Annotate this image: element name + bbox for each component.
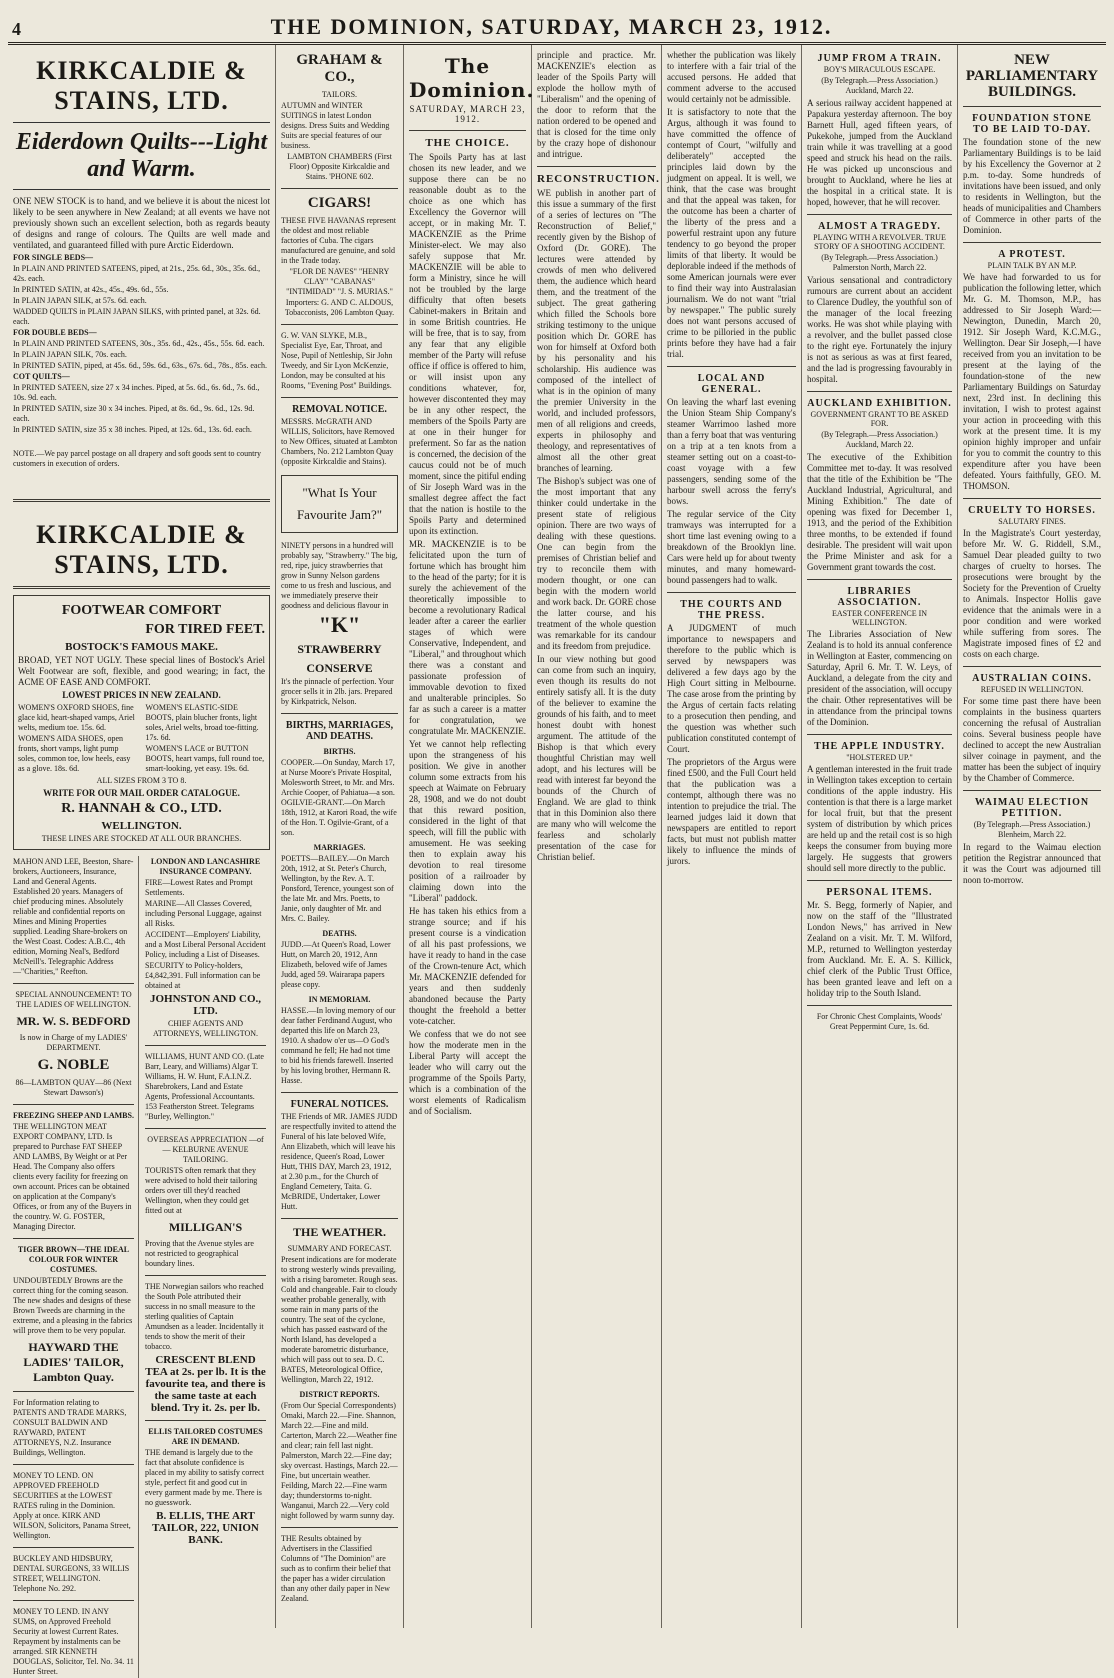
- parliament-text: The foundation stone of the new Parliamentary Buildings is to be laid by his Excellency the Governor at 2 p.m. to-day. Some hundreds of invitations have been issued, and only to residents in Wellington, but the heads of municipalities and Chambers of Commerce in other parts of the Dominion.: [963, 137, 1101, 235]
- editorial-date: SATURDAY, MARCH 23, 1912.: [409, 104, 526, 124]
- district-heading: DISTRICT REPORTS.: [299, 1390, 380, 1399]
- masthead: [8, 0, 1106, 45]
- waimau-text: In regard to the Waimau election petition the Registrar announced that it was the Court was adjourned till noon to-morrow.: [963, 842, 1101, 885]
- conserve-word: CONSERVE: [306, 661, 373, 675]
- ad-milligans: MILLIGAN'S: [168, 1220, 243, 1234]
- train-heading: JUMP FROM A TRAIN.: [817, 53, 942, 64]
- weather-text: Present indications are for moderate to strong westerly winds prevailing, with a rising barometer. Rough seas. Cold and changeable. Fair to cloudy weather probable generally, with some rain in many parts of the country. The seat of the cyclone, which has passed eastward of the North Island, has developed a moderate barometric disturbance, which will pass out to sea. D. C. BATES, Meteorological Office, Wellington, March 22, 1912.: [281, 1255, 398, 1384]
- advertisement-column-1: [8, 45, 276, 1676]
- tragedy-heading: ALMOST A TRAGEDY.: [818, 221, 941, 232]
- editorial-paragraph: It is satisfactory to note that the Argus, although it was found to have committed the offence of contempt of Court, "wilfully and deliberately" accepted the principles laid down by the judgment on appeal. It is well, we think, that the case was brought and that the appeal was taken, for the outcome has been a charter of the liberty of the press and a powerful restraint upon any future tendency to go beyond the proper limits of that liberty. It would be deplorable indeed if the methods of some American journals were ever to find their way into Australasian journalism. We do not want "trial by newspaper." The public surely does not want persons accused of crime to be pilloried in the public prints before they have had a fair trial.: [667, 107, 796, 359]
- chemist-ad: For Chronic Chest Complaints, Woods' Great Peppermint Cure, 1s. 6d.: [816, 1012, 943, 1031]
- exhibition-heading: AUCKLAND EXHIBITION.: [807, 398, 952, 409]
- coins-heading: AUSTRALIAN COINS.: [972, 673, 1092, 684]
- courts-press-heading: THE COURTS AND THE PRESS.: [680, 599, 783, 621]
- births-heading: BIRTHS.: [323, 747, 356, 756]
- editorial-paragraph: He has taken his ethics from a strange source; and if his present course is a vindication of all his past professions, we have it ready to hand in the case of the Crown-tenure Act, which Mr. MACKENZIE defended for years and then suddenly abandoned because the Party thought the freehold a better vote-catcher.: [409, 906, 526, 1026]
- footwear-tagline: BOSTOCK'S FAMOUS MAKE.: [65, 641, 218, 653]
- quilts-intro: ONE NEW STOCK is to hand, and we believe it is about the nicest lot likely to be seen anywhere in New Zealand; at all events we have not previously shown such an excellent selection, both as regards beauty of designs and range of colours. The Quilts are well made and ventilated, and guaranteed filled with pure Arctic Eiderdown.: [13, 196, 270, 250]
- ad-mahon-lee: MAHON AND LEE, Beeston, Share-brokers, Auctioneers, Insurance, Land and General Agents. Established 20 years. Managers of chief producing mines. Absolutely reliable and confidential reports on Mines and Mining Properties supplied. Leading Share-brokers on the West Coast. Codes: A.B.C., 4th edition, Morning Neal's, Bedford McNeill's. Telegraphic Address—"Charities," Reefton.: [13, 857, 134, 976]
- cruelty-subheading: SALUTARY FINES.: [998, 517, 1066, 526]
- libraries-subheading: EASTER CONFERENCE IN WELLINGTON.: [831, 609, 928, 627]
- funeral-text: THE Friends of MR. JAMES JUDD are respectfully invited to attend the Funeral of his late beloved Wife, Ann Elizabeth, which will leave his residence, Queen's Road, Lower Hutt, THIS DAY, March 23, 1912, at 2.30 p.m., for the Church of England Cemetery, Taita. G. McBRIDE, Undertaker, Lower Hutt.: [281, 1112, 398, 1211]
- boot-item: WOMEN'S ELASTIC-SIDE BOOTS, plain blucher fronts, light soles, Ariel welts, broad toe-fitting. 17s. 6d.: [145, 703, 259, 742]
- news-paragraph: On leaving the wharf last evening the Union Steam Ship Company's steamer Warrimoo lashed more than a ferry boat that was venturing on a trip at a ten knots from a steamer setting out on a coast-to-coast voyage with a few passengers, sending some of the harbour swell across the ferry's bows.: [667, 397, 796, 506]
- strawberry-word: STRAWBERRY: [297, 642, 382, 656]
- jam-text: NINETY persons in a hundred will probably say, "Strawberry." The big, red, ripe, juicy strawberries that grow in Sunny Nelson gardens come to us fresh and luscious, and we immediately preserve their goodness and delicious flavour in: [281, 541, 398, 610]
- marriages-text: POETTS—BAILEY.—On March 20th, 1912, at St. Peter's Church, Wellington, by the Rev. A. T. Ponsford, Terence, youngest son of the late Mr. and Mrs. Poetts, to Janie, only daughter of Mr. and Mrs. C. Bailey.: [281, 854, 394, 923]
- local-general-heading: LOCAL AND GENERAL.: [697, 373, 766, 395]
- apple-heading: THE APPLE INDUSTRY.: [814, 741, 945, 752]
- deaths-text: JUDD.—At Queen's Road, Lower Hutt, on March 20, 1912, Ann Elizabeth, beloved wife of James Judd, aged 59. Wairarapa papers please copy.: [281, 940, 391, 989]
- memoriam-heading: IN MEMORIAM.: [308, 995, 371, 1004]
- editorial-column-3: [662, 45, 802, 1628]
- footwear-prices: LOWEST PRICES IN NEW ZEALAND.: [62, 690, 221, 700]
- cigar-names: "FLOR DE NAVES" "HENRY CLAY" "CABANAS" "INTIMIDAD" "J. S. MURIAS.": [286, 267, 393, 296]
- ad-ellis-name: B. ELLIS, THE ART TAILOR, 222, UNION BANK.: [152, 1510, 259, 1546]
- editorial-paragraph: The Spoils Party has at last chosen its new leader, and we suppose there can be no reasonable doubt as to the choice as one which has Excellency the Governor will accept, or in making Mr. T. MACKENZIE as the Prime Minister-elect. We may also safely suppose that Mr. MACKENZIE will be able to form a Ministry, since he will not be troubled by the large difficulty that often besets Cabinet-makers in Britain and in some British countries. He will be free, that is to say, from any fear that any eligible member of the Party will refuse office if office is offered to him, or will insist upon any conditions whatever, for, however discontented they may be in any other respect, the members of the Spoils Party are at one in their hunger for preferment. So far as the nation is concerned, the decision of the caucus could not be of much moment, since the pitiful ending of Sir Joseph Ward was in the smallest degree affect the fact that the nation is hostile to the Spoils Party and determined upon its extinction.: [409, 152, 526, 536]
- footwear-ad: [13, 595, 270, 850]
- kirkcaldie-heading-2: KIRKCALDIE & STAINS, LTD.: [36, 520, 247, 579]
- ad-tiger-brown: TIGER BROWN—THE IDEAL COLOUR FOR WINTER COSTUMES.: [17, 1245, 130, 1274]
- ad-noble: G. NOBLE: [37, 1057, 110, 1073]
- cigars-heading: CIGARS!: [307, 195, 372, 211]
- kirkcaldie-heading: KIRKCALDIE & STAINS, LTD.: [36, 56, 247, 115]
- ad-johnston: JOHNSTON AND CO., LTD.: [149, 993, 262, 1017]
- ad-fire: FIRE—Lowest Rates and Prompt Settlements.: [145, 878, 253, 897]
- graham-role: TAILORS.: [321, 90, 358, 99]
- cot-item: In PRINTED SATIN, size 35 x 38 inches. Piped, at 12s. 6d., 13s. 6d. each.: [13, 425, 252, 434]
- editorial-paragraph: WE publish in another part of this issue a summary of the first of a series of lectures on "The Reconstruction of Belief," recently given by the Bishop of Oxford (Dr. GORE). The lectures were attended by crowds of men who delivered them, the audience which heard them, and the treatment of the subject. The great gathering which filled the Schools bore striking testimony to the unique position which Dr. GORE has won for himself at Oxford both by his personality and his scholarship. His audience was composed of the intellect of what is in the opinion of many the premier University in the world, and included professors, men of all religions and creeds, experts in philosophy and theology, and representatives of almost all the other great branches of learning.: [537, 188, 656, 473]
- train-dateline: (By Telegraph.—Press Association.) Auckland, March 22.: [821, 76, 938, 95]
- ad-money-douglas: MONEY TO LEND. IN ANY SUMS, on Approved Freehold Security at lowest Current Rates. Repayment by instalments can be arranged. SIR KENNETH DOUGLAS, Solicitor, Tel. No. 34. 11 Hunter Street.: [13, 1607, 134, 1676]
- births-text: COOPER.—On Sunday, March 17, at Nurse Moore's Private Hospital, Molesworth Street, to Mr. and Mrs. Archie Cooper, of Pahiatua—a son. OGILVIE-GRANT.—On March 18th, 1912, at Karori Road, the wife of the Hon. T. Ogilvie-Grant, of a son.: [281, 758, 397, 837]
- ad-ellis-head: ELLIS TAILORED COSTUMES ARE IN DEMAND.: [148, 1427, 263, 1446]
- advertisement-column-2: [276, 45, 404, 1628]
- footwear-title: FOOTWEAR COMFORT: [61, 603, 222, 618]
- exhibition-dateline: (By Telegraph.—Press Association.) Auckland, March 22.: [821, 430, 938, 449]
- ad-london-lancashire: LONDON AND LANCASHIRE INSURANCE COMPANY.: [150, 857, 261, 876]
- libraries-text: The Libraries Association of New Zealand is to hold its annual conference in Wellington at Easter, commencing on Saturday, April 6. Mr. T. W. Leys, of Auckland, a delegate from the city and president of the association, will occupy the chair. Other representatives will be in attendance from the principal towns of the Dominion.: [807, 629, 952, 727]
- footwear-subtitle: FOR TIRED FEET.: [145, 622, 265, 637]
- k-brand-logo: "K": [318, 612, 361, 637]
- parliament-subheading: FOUNDATION STONE TO BE LAID TO-DAY.: [972, 113, 1092, 135]
- protest-heading: A PROTEST.: [998, 249, 1066, 260]
- reconstruction-heading: RECONSTRUCTION.: [537, 173, 660, 185]
- double-item: In PLAIN JAPAN SILK, 70s. each.: [13, 350, 127, 359]
- graham-text: AUTUMN and WINTER SUITINGS in latest London designs. Dress Suits and Wedding Suits are special features of our business.: [281, 101, 390, 150]
- jam-question: "What Is Your Favourite Jam?": [296, 485, 383, 522]
- postage-note: NOTE.—We pay parcel postage on all drapery and soft goods sent to country customers in execution of orders.: [13, 449, 261, 468]
- editorial-paragraph: principle and practice. Mr. MACKENZIE's election as leader of the Spoils Party will explode the hollow myth of "Liberalism" and the opening of the door to reform that the nation ordered to be opened and that is closed for the time only by the crazy hope of dishonour and intrigue.: [537, 50, 656, 159]
- single-item: In PLAIN JAPAN SILK, at 57s. 6d. each.: [13, 296, 147, 305]
- newspaper-title: THE DOMINION, SATURDAY, MARCH 23, 1912.: [270, 14, 833, 39]
- news-column-2: [958, 45, 1106, 1628]
- parliament-heading: NEW PARLIAMENTARY BUILDINGS.: [965, 52, 1099, 100]
- results-text: THE Results obtained by Advertisers in the Classified Columns of "The Dominion" are such as to confirm their belief that the paper has a wider circulation than any other daily paper in New Zealand.: [281, 1534, 391, 1603]
- ad-money-to-lend: MONEY TO LEND. ON APPROVED FREEHOLD SECURITIES at the LOWEST RATES ruling in the Dominion. Apply at once. KIRK AND WILSON, Solicitors, Panama Street, Wellington.: [13, 1471, 131, 1540]
- news-paragraph: The regular service of the City tramways was interrupted for a short time last evening owing to a breakdown of the Brooklyn line. Cars were held up for about twenty minutes, and many homeward-bound passengers had to walk.: [667, 509, 796, 585]
- marriages-heading: MARRIAGES.: [313, 843, 366, 852]
- news-column-1: [802, 45, 958, 1628]
- mail-order-note: WRITE FOR OUR MAIL ORDER CATALOGUE.: [43, 788, 240, 798]
- small-ads-left: [13, 856, 139, 1678]
- hannah-name: R. HANNAH & CO., LTD.: [61, 801, 222, 816]
- ad-security: SECURITY to Policy-holders, £4,842,391. Full information can be obtained at: [145, 961, 261, 990]
- tragedy-subheading: PLAYING WITH A REVOLVER. TRUE STORY OF A SHOOTING ACCIDENT.: [813, 233, 946, 251]
- jam-tail: It's the pinnacle of perfection. Your grocer sells it in 2lb. jars. Prepared by Kirkpatrick, Nelson.: [281, 677, 394, 706]
- cruelty-heading: CRUELTY TO HORSES.: [968, 505, 1096, 516]
- cot-quilts-heading: COT QUILTS—: [13, 372, 70, 381]
- single-item: In PRINTED SATIN, at 42s., 45s., 49s. 6d., 55s.: [13, 285, 169, 294]
- ad-hayward: HAYWARD THE LADIES' TAILOR, Lambton Quay.: [23, 1340, 124, 1384]
- removal-text: MESSRS. McGRATH AND WILLIS, Solicitors, have Removed to New Offices, situated at Lambton Chambers, No. 212 Lambton Quay (opposite Kirkcaldie and Stains).: [281, 417, 398, 466]
- ad-overseas: OVERSEAS APPRECIATION —of— KELBURNE AVENUE TAILORING.: [147, 1135, 264, 1164]
- ad-marine: MARINE—All Classes Covered, including Personal Luggage, against all Risks.: [145, 899, 262, 928]
- choice-heading: THE CHOICE.: [425, 137, 510, 149]
- ad-tourists: TOURISTS often remark that they were advised to hold their tailoring orders over till they'd reached Wellington, when they could get fitted out at: [145, 1166, 258, 1215]
- funeral-heading: FUNERAL NOTICES.: [290, 1099, 389, 1110]
- footwear-intro: BROAD, YET NOT UGLY. These special lines of Bostock's Ariel Welt Footwear are soft, flexible, and good wearing; in fact, the ACME OF EASE AND COMFORT.: [18, 655, 265, 687]
- removal-heading: REMOVAL NOTICE.: [292, 404, 387, 415]
- hannah-branches: THESE LINES ARE STOCKED AT ALL OUR BRANCHES.: [41, 834, 242, 843]
- ad-special-announcement: SPECIAL ANNOUNCEMENT! TO THE LADIES OF WELLINGTON.: [15, 990, 132, 1009]
- cot-item: In PRINTED SATEEN, size 27 x 34 inches. Piped, at 5s. 6d., 6s. 6d., 7s. 6d., 10s. 9d. each.: [13, 383, 260, 402]
- editorial-column-1: [404, 45, 535, 1628]
- small-ads-right: [145, 856, 270, 1678]
- ad-patents: For Information relating to PATENTS AND TRADE MARKS, CONSULT BALDWIN AND RAYWARD, PATENT ATTORNEYS, N.Z. Insurance Buildings, Wellington.: [13, 1398, 127, 1457]
- graham-address: LAMBTON CHAMBERS (First Floor) Opposite Kirkcaldie and Stains. 'PHONE 602.: [287, 152, 392, 181]
- weather-heading: THE WEATHER.: [293, 1225, 386, 1239]
- graham-name: GRAHAM & CO.,: [296, 52, 383, 85]
- editorial-paragraph: We confess that we do not see how the moderate men in the Liberal Party will accept the leader who will carry out the programme of the Spoils Party, which is a combination of the worst elements of Radicalism and of Socialism.: [409, 1029, 526, 1116]
- tragedy-dateline: (By Telegraph.—Press Association.) Palmerston North, March 22.: [821, 253, 938, 272]
- editorial-paragraph: In our view nothing but good can come from such an inquiry, even though its results do not entirely satisfy all. It is the duty of the believer to examine the grounds of his faith, and to meet honest doubt with honest argument. The attitude of the Bishop is that which every thoughtful Christian may well adopt, and his lectures will be read with interest far beyond the bounds of the Church of England. We are glad to think that in this Dominion also there are many who will welcome the fearless and scholarly presentation of the case for Christian belief.: [537, 654, 656, 862]
- protest-text: We have had forwarded to us for publication the following letter, which Mr. G. M. Thomson, M.P., has addressed to Sir Joseph Ward:— Newington, Dunedin, March 20, 1912. Sir Joseph Ward, K.C.M.G., Wellington. Dear Sir Joseph,—I have received from you an invitation to be present at the laying of the foundation-stone of the new Parliamentary Buildings on Saturday next, 23rd inst. In declining this invitation, I wish to protest against your action in proceeding with this work at the present time. It is my opinion highly improper and unfair for you to commit the country to this expenditure after you have been defeated. Yours faithfully, GEO. M. THOMSON.: [963, 272, 1101, 491]
- double-beds-heading: FOR DOUBLE BEDS—: [13, 328, 97, 337]
- single-item: WADDED QUILTS in PLAIN JAPAN SILKS, with printed panel, at 32s. 6d. each.: [13, 307, 261, 326]
- sizes-note: ALL SIZES FROM 3 TO 8.: [96, 776, 187, 785]
- personal-text: Mr. S. Begg, formerly of Napier, and now on the staff of the "Illustrated London News," has arrived in New Zealand on a visit. Mr. T. M. Wilford, M.P., returned to Wellington yesterday from Auckland. Mr. E. A. S. Killick, chief clerk of the Public Trust Office, has been granted leave and left on a holiday trip to the South Island.: [807, 900, 952, 998]
- personal-heading: PERSONAL ITEMS.: [826, 887, 933, 898]
- cot-item: In PRINTED SATIN, size 30 x 34 inches. Piped, at 8s. 6d., 9s. 6d., 12s. 9d. each.: [13, 404, 255, 423]
- deaths-heading: DEATHS.: [322, 929, 357, 938]
- apple-subheading: "HOLSTERED UP.": [846, 753, 913, 762]
- editorial-paragraph: whether the publication was likely to interfere with a fair trial of the accused persons. He added that comment adverse to the accused would certainly not be admissible.: [667, 50, 796, 104]
- hannah-city: WELLINGTON.: [101, 820, 182, 832]
- double-item: In PLAIN AND PRINTED SATEENS, 30s., 35s. 6d., 42s., 45s., 55s. 6d. each.: [13, 339, 265, 348]
- eiderdown-heading: Eiderdown Quilts---Light and Warm.: [13, 122, 270, 190]
- editorial-column-2: [532, 45, 662, 1628]
- ad-crescent-blend: CRESCENT BLEND TEA at 2s. per lb. It is the favourite tea, and there is the same taste at each blend. Try it. 2s. per lb.: [145, 1354, 266, 1414]
- editorial-paragraph: Yet we cannot help reflecting upon the strangeness of his position. We give in another column some extracts from his speech at Waimate on February 28, 1908, and we do not doubt that this reward position, considered in the light of that speech, will fill the public with amusement. He was seeking then to explain away his devotion to real tiresome position of a railroader by claiming down into the "Liberal" paddock.: [409, 739, 526, 903]
- waimau-heading: WAIMAU ELECTION PETITION.: [974, 797, 1090, 819]
- news-paragraph: A JUDGMENT of much importance to newspapers and therefore to the public which is served by newspapers was delivered a few days ago by the High Court sitting in Melbourne. The case arose from the printing by the Argus of certain facts relating to a prosecution then pending, and the question was whether such publication constituted contempt of Court.: [667, 623, 796, 754]
- ad-avenue-styles: Proving that the Avenue styles are not restricted to geographical boundary lines.: [145, 1239, 254, 1268]
- single-item: In PLAIN AND PRINTED SATEENS, piped, at 21s., 25s. 6d., 30s., 35s. 6d., 42s. each.: [13, 264, 261, 283]
- boot-item: WOMEN'S LACE or BUTTON BOOTS, heart vamps, full round toe, smart-looking, yet easy. 19s. 6d.: [145, 744, 265, 773]
- jam-ad: [281, 475, 398, 533]
- coins-text: For some time past there have been complaints in the business quarters concerning the refusal of Australian coins. Several business people have declined to accept the new Australian silver coinage in payment, and the matter has been the subject of inquiry by the Chamber of Commerce.: [963, 696, 1101, 783]
- train-subheading: BOY'S MIRACULOUS ESCAPE.: [823, 65, 936, 74]
- cigars-importers: Importers: G. AND C. ALDOUS, Tobacconists, 206 Lambton Quay.: [284, 298, 395, 317]
- ad-bedford: MR. W. S. BEDFORD: [16, 1014, 131, 1028]
- ad-williams-hunt: WILLIAMS, HUNT AND CO. (Late Barr, Leary, and Williams) Algar T. Williams, H. W. Hunt, F.A.I.N.Z. Sharebrokers, Land and Estate Agents, Professional Accountants. 153 Featherston Street. Telegrams "Burley, Wellington.": [145, 1052, 264, 1121]
- ad-freezing-head: FREEZING SHEEP AND LAMBS.: [13, 1111, 134, 1120]
- ad-norwegian: THE Norwegian sailors who reached the South Pole attributed their success in no small measure to the sterling qualities of Captain Amundsen as a leader. Incidentally it tends to show the merit of their tobacco.: [145, 1282, 264, 1351]
- tragedy-text: Various sensational and contradictory rumours are current about an accident to Clarence Dudley, the youthful son of the manager of the local freezing works. He was shot while playing with a revolver, and the bullet passed close to the right eye. Fortunately the injury is not as serious as was at first feared, and the lad is progressing favourably in hospital.: [807, 275, 952, 384]
- libraries-heading: LIBRARIES ASSOCIATION.: [837, 586, 922, 608]
- ad-dentists: BUCKLEY AND HIDSBURY, DENTAL SURGEONS, 33 WILLIS STREET, WELLINGTON. Telephone No. 292.: [13, 1554, 130, 1593]
- coins-subheading: REFUSED IN WELLINGTON.: [980, 685, 1084, 694]
- train-text: A serious railway accident happened at Papakura yesterday afternoon. The boy Barnett Hull, aged fifteen years, of Pukekohe, jumped from the Auckland train while it was travelling at a good speed and struck his head on the rails. He was picked up unconscious and brought to Auckland, where he lies at the hospital in a critical state. It is hoped, however, that he will recover.: [807, 98, 952, 207]
- ad-ladies-dept: Is now in Charge of my LADIES' DEPARTMENT.: [19, 1033, 128, 1052]
- exhibition-subheading: GOVERNMENT GRANT TO BE ASKED FOR.: [810, 410, 949, 428]
- ad-ellis-text: THE demand is largely due to the fact that absolute confidence is placed in my ability to satisfy correct style, perfect fit and good cut in every garment made by me. There is no guesswork.: [145, 1448, 265, 1507]
- news-paragraph: The proprietors of the Argus were fined £500, and the Full Court held that the publication was a contempt, although there was no intention to prejudice the trial. The learned judges laid it down that newspapers are entitled to report facts, but must not publish matter likely to influence the minds of jurors.: [667, 757, 796, 866]
- bmd-heading: BIRTHS, MARRIAGES, AND DEATHS.: [285, 720, 394, 742]
- district-text: (From Our Special Correspondents) Omaki, March 22.—Fine. Shannon, March 22.—Fine and mild. Carterton, March 22.—Weather fine and clear; rain fell last night. Palmerston, March 22.—Fine day; sky overcast. Hastings, March 22.—Fine, but uncertain weather. Feilding, March 22.—Fine warm day; thunderstorms to-night. Wanganui, March 22.—Very cold night followed by warm sunny day.: [281, 1401, 398, 1520]
- dominion-nameplate: The Dominion.: [409, 54, 535, 102]
- boot-item: WOMEN'S OXFORD SHOES, fine glace kid, heart-shaped vamps, Ariel welts, medium toe. 15s. 6d.: [18, 703, 135, 732]
- ad-browns: UNDOUBTEDLY Browns are the correct thing for the coming season. The new shades and designs of these Brown Tweeds are charming in the extreme, and a pleasing in the fabrics will prove them to be very popular.: [13, 1276, 133, 1335]
- editorial-paragraph: The Bishop's subject was one of the most important that any thinker could undertake in the present state of religious opinion. There are two ways of dealing with these questions. One can begin from the premises of Christian belief and try to reconcile them with modern thought, or one can begin with the modern world and work back. Dr. GORE chose the latter course, and his treatment of the whole question was remarkable for its candour and its freedom from prejudice.: [537, 476, 656, 651]
- single-beds-heading: FOR SINGLE BEDS—: [13, 253, 94, 262]
- vanslyke-ad: G. W. VAN SLYKE, M.B., Specialist Eye, Ear, Throat, and Nose, Pupil of Nettleship, Sir John Tweedy, and Sir Lyon McKenzie, London, may be consulted at his Rooms, "Evening Post" Buildings.: [281, 331, 393, 390]
- exhibition-text: The executive of the Exhibition Committee met to-day. It was resolved that the title of the Exhibition be "The Auckland Industrial, Agricultural, and Mining Exhibition." The date of opening was fixed for December 1, 1913, and the period of the Exhibition three months, to be extended if found desirable. The president will wait upon the Prime Minister and ask for a Government grant towards the cost.: [807, 452, 952, 572]
- ad-chief-agents: CHIEF AGENTS AND ATTORNEYS, WELLINGTON.: [152, 1019, 259, 1038]
- ad-meat-export: THE WELLINGTON MEAT EXPORT COMPANY, LTD. Is prepared to Purchase FAT SHEEP AND LAMBS, By Weight or at Per Head. The Company also offers clients every facility for freezing on own account. Prices can be obtained on application at the Company's Offices, or from any of the Buyers in the country. W. G. FOSTER, Managing Director.: [13, 1122, 132, 1231]
- editorial-paragraph: MR. MACKENZIE is to be felicitated upon the turn of fortune which has brought him to the head of the party; for it is surely the achievement of the theoretically impossible to become a revolutionary Radical leader after a career the earlier stages of which were Conservative, Independent, and "Liberal," and throughout which there was a constant and passionate profession of immovable devotion to fixed and unalterable principles. So far as such a career is a matter for congratulation, we congratulate Mr. MACKENZIE.: [409, 539, 526, 736]
- protest-subheading: PLAIN TALK BY AN M.P.: [987, 261, 1077, 270]
- weather-subheading: SUMMARY AND FORECAST.: [287, 1244, 392, 1253]
- waimau-dateline: (By Telegraph.—Press Association.) Blenheim, March 22.: [973, 820, 1091, 839]
- boot-item: WOMEN'S AIDA SHOES, open fronts, short vamps, light pump soles, common toe, low heels, easy as a glove. 18s. 6d.: [18, 734, 131, 773]
- cigars-text: THESE FIVE HAVANAS represent the oldest and most reliable factories of Cuba. The cigars manufactured are genuine, and sold in the Trade today.: [281, 216, 397, 265]
- double-item: In PRINTED SATIN, piped, at 45s. 6d., 59s. 6d., 63s., 67s. 6d., 78s., 85s. each.: [13, 361, 267, 370]
- ad-noble-address: 86—LAMBTON QUAY—86 (Next Stewart Dawson's): [15, 1078, 132, 1097]
- page-number: 4: [12, 19, 21, 39]
- ad-accident: ACCIDENT—Employers' Liability, and a Most Liberal Personal Accident Policy, including a List of Diseases.: [145, 930, 266, 959]
- cruelty-text: In the Magistrate's Court yesterday, before Mr. W. G. Riddell, S.M., Samuel Dear pleaded guilty to two charges of cruelty to horses. The prosecutions were brought by the Society for the Prevention of Cruelty to Animals. Inspector Hollis gave evidence that the animals were in a poor condition and were worked while suffering from sores. The Magistrate imposed fines of £2 and costs on each charge.: [963, 528, 1101, 659]
- memoriam-text: HASSE.—In loving memory of our dear father Ferdinand August, who departed this life on March 23, 1910. A shadow o'er us—O God's command he fell; He had not time to bid his friends farewell. Inserted by his loving brother, Hermann R. Hasse.: [281, 1006, 396, 1085]
- apple-text: A gentleman interested in the fruit trade in Wellington takes exception to certain conditions of the apple industry. His contention is that there is a large market for local fruit, but that the present system of distribution by which prices are held up and the retail cost is so high keeps the consumer from buying more largely. He suggests that growers should sell more directly to the public.: [807, 764, 952, 873]
